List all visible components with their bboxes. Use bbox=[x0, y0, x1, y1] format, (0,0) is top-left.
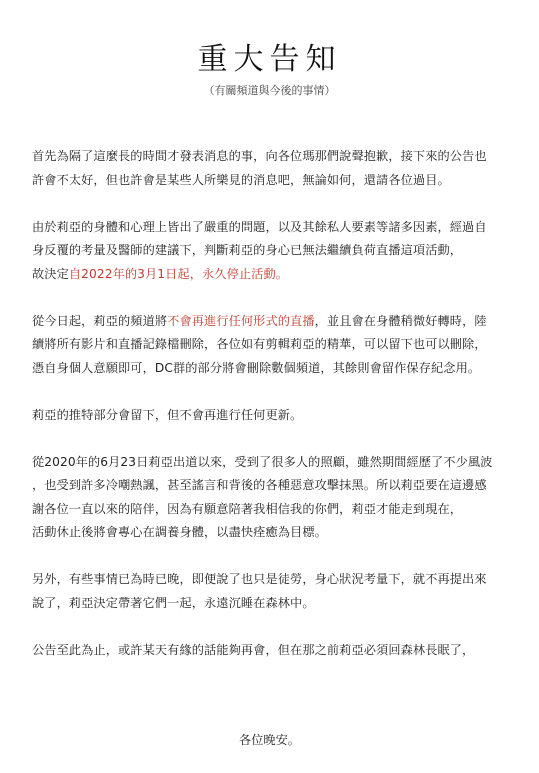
notice-title: 重大告知 bbox=[197, 42, 342, 77]
paragraph-reason bbox=[32, 216, 516, 287]
paragraph-twitter: 莉亞的推特部分會留下，但不會再進行任何更新。 bbox=[32, 407, 303, 422]
paragraph-channel-text-b: ，並且會在身體稍微好轉時，陸 續將所有影片和直播記錄檔刪除，各位如有剪輯莉亞的精華，可以留下也可以刪除， 憑自身個人意願即可，DC群的部分將會刪除數個頻道，其餘則會留作保存紀念用。 bbox=[32, 313, 487, 375]
closing-goodnight: 各位晚安。 bbox=[239, 733, 300, 747]
notice-subtitle: （有關頻道與今後的事情） bbox=[203, 84, 336, 97]
paragraph-reason-text: 由於莉亞的身體和心理上皆出了嚴重的問題，以及其餘私人要素等諸多因素，經過自 身反覆的考量及醫師的建議下，判斷莉亞的身心已無法繼續負荷直播這項活動， 故決定 bbox=[32, 219, 487, 281]
paragraph-farewell: 公告至此為止，或許某天有緣的話能夠再會，但在那之前莉亞必須回森林長眠了， bbox=[32, 642, 475, 657]
notice-body bbox=[32, 145, 516, 686]
highlight-no-streams: 不會再進行任何形式的直播 bbox=[167, 313, 315, 328]
paragraph-channel bbox=[32, 310, 516, 381]
paragraph-apology: 首先為隔了這麼長的時間才發表消息的事，向各位瑪那們說聲抱歉，接下來的公告也 許會不太好，但也許會是某些人所樂見的消息吧，無論如何，還請各位過目。 bbox=[32, 149, 487, 187]
paragraph-channel-text-a: 從今日起，莉亞的頻道將 bbox=[32, 313, 168, 328]
paragraph-thanks: 從2020年的6月23日莉亞出道以來，受到了很多人的照顧，雖然期間經歷了不少風波 ，也受到許多冷嘲熱諷，甚至謠言和背後的各種惡意攻擊抹黑。所以莉亞要在這邊感 謝各位一直以來的陪伴，因為有願意陪著我相信我的你們，莉亞才能走到現在， 活動休止後將會專心在調養身體，以盡快痊癒為目標。 bbox=[32, 454, 493, 539]
highlight-end-date: 自2022年的3月1日起，永久停止活動。 bbox=[68, 266, 289, 281]
paragraph-other: 另外，有些事情已為時已晚，即便說了也只是徒勞，身心狀況考量下，就不再提出來 說了，莉亞決定帶著它們一起，永遠沉睡在森林中。 bbox=[32, 572, 487, 610]
